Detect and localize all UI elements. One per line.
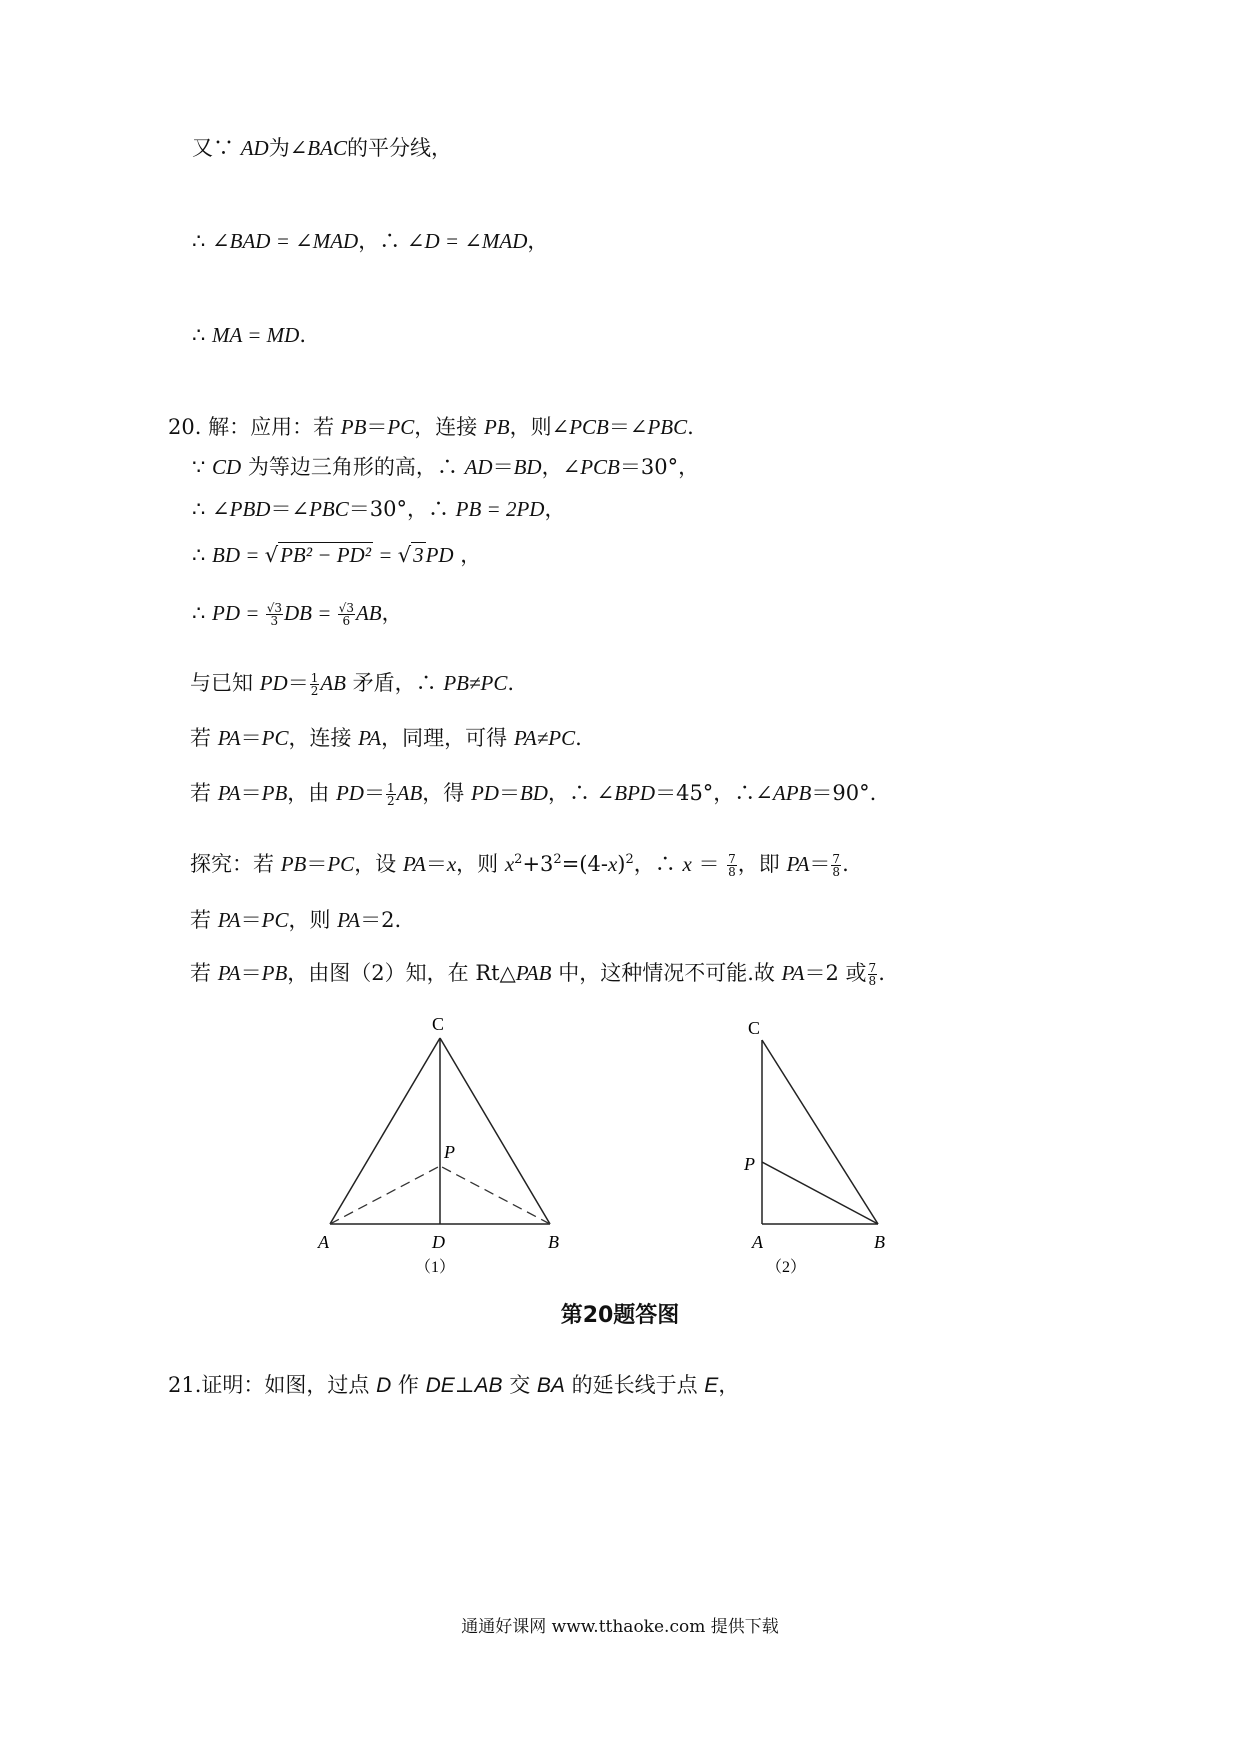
text: 的延长线于点 — [564, 1373, 705, 1397]
radicand: 3 — [413, 543, 424, 567]
math: = — [373, 543, 398, 567]
figure-2 — [730, 1010, 910, 1275]
math: AB — [474, 1374, 503, 1397]
math: x — [682, 852, 692, 876]
math: AB — [320, 671, 346, 695]
figure-label: （2） — [766, 1259, 807, 1275]
math: x — [607, 852, 618, 876]
point-label-A: A — [752, 1232, 763, 1252]
math: PA — [217, 908, 241, 932]
text: ) — [617, 852, 626, 876]
math: ∠BAC — [289, 136, 347, 160]
text: ＝ — [691, 852, 727, 876]
math: PD — [259, 671, 288, 695]
text: ＝ — [240, 908, 262, 932]
text: . — [842, 852, 849, 876]
sqrt-symbol: √PB² − PD² — [264, 543, 372, 567]
math: ∠BAD = ∠MAD — [212, 229, 359, 253]
math: MA = MD — [212, 323, 300, 347]
text: ∴ — [192, 229, 213, 253]
text: 探究：若 — [190, 852, 281, 876]
segment-BC — [440, 1038, 550, 1224]
math: PB — [261, 961, 288, 985]
math: BD = — [212, 543, 265, 567]
text: ∴ — [192, 601, 213, 625]
text: ，连接 — [414, 415, 484, 439]
math: x — [446, 852, 457, 876]
text: ＝ — [306, 852, 328, 876]
math: x — [504, 852, 515, 876]
radicand: PB² − PD² — [280, 543, 372, 567]
segment-BC — [762, 1040, 878, 1224]
segment-PB — [762, 1162, 878, 1224]
text: . — [687, 415, 694, 439]
math: PD — [470, 781, 499, 805]
text: =(4- — [561, 852, 608, 876]
math: DB = — [284, 601, 337, 625]
numerator: 1 — [386, 781, 395, 795]
text: ，同理，可得 — [381, 726, 514, 750]
text: 与已知 — [190, 671, 260, 695]
text: ∴ — [192, 543, 213, 567]
math: PD — [425, 543, 454, 567]
text: ＝ — [287, 671, 309, 695]
text: 若 — [190, 908, 218, 932]
math: PA≠PC — [513, 726, 576, 750]
text: ，连接 — [288, 726, 359, 750]
numerator: 7 — [868, 961, 877, 975]
text: ＝ — [492, 455, 514, 479]
numerator: 1 — [310, 671, 319, 685]
math: PB — [261, 781, 288, 805]
math: PB — [340, 415, 367, 439]
text: 作 — [391, 1373, 426, 1397]
text: ＝ — [498, 781, 520, 805]
text: ⊥ — [454, 1373, 475, 1397]
math: PB — [280, 852, 307, 876]
text: ， — [381, 601, 403, 625]
math: AB — [355, 601, 382, 625]
superscript: 2 — [625, 852, 634, 867]
text: ， — [527, 229, 549, 253]
line-4 — [168, 412, 694, 442]
figure-1 — [310, 1010, 610, 1275]
text: ＝ — [240, 781, 262, 805]
text: 若 — [190, 726, 218, 750]
math: PC — [387, 415, 415, 439]
text: ＝ — [240, 961, 262, 985]
text: ，∴ ∠ — [547, 781, 615, 805]
math: PA — [358, 726, 382, 750]
point-label-C: C — [432, 1014, 445, 1034]
math: BPD — [614, 781, 656, 805]
denominator: 8 — [728, 865, 736, 879]
text: ＝ — [809, 852, 831, 876]
text: 中，这种情况不可能.故 — [551, 961, 782, 985]
math: BA — [536, 1374, 565, 1397]
text: ＝∠ — [270, 497, 310, 521]
text: ，∴ — [358, 229, 407, 253]
math: PBC — [309, 497, 349, 521]
text: ，则 — [288, 908, 338, 932]
numerator: √3 — [266, 601, 282, 615]
line-5 — [192, 452, 699, 482]
math: PA — [781, 961, 805, 985]
math: PA — [217, 781, 241, 805]
text: 的平分线， — [346, 136, 452, 160]
text: ＝ — [366, 415, 388, 439]
text: +3 — [522, 852, 554, 876]
math: AD — [464, 455, 493, 479]
math: CD — [212, 455, 242, 479]
text: ＝ — [363, 781, 385, 805]
line-14 — [190, 958, 885, 988]
math: BD — [513, 455, 542, 479]
line-7 — [192, 540, 481, 570]
text: ，由 — [287, 781, 336, 805]
point-label-P: P — [444, 1142, 455, 1162]
text: 矛盾，∴ — [345, 671, 444, 695]
math: PA — [337, 908, 361, 932]
math: AD — [240, 136, 269, 160]
line-6 — [192, 494, 565, 524]
text: ＝90°. — [811, 781, 877, 805]
math: PD = — [212, 601, 265, 625]
text: ＝30°， — [619, 455, 700, 479]
text: 交 — [502, 1373, 537, 1397]
line-13 — [190, 905, 401, 935]
text: ＝45°，∴∠ — [655, 781, 773, 805]
text: ∴ ∠ — [192, 497, 230, 521]
fraction — [831, 853, 841, 878]
text: 21.证明：如图，过点 — [168, 1373, 377, 1397]
line-1 — [192, 133, 452, 163]
fraction — [868, 962, 878, 987]
text: ＝2 或 — [804, 961, 867, 985]
text: 为 — [268, 136, 290, 160]
text: . — [575, 726, 582, 750]
text: ，则∠ — [509, 415, 570, 439]
text: ＝ — [425, 852, 447, 876]
line-8 — [192, 598, 403, 628]
point-label-C: C — [748, 1018, 761, 1038]
text: ，得 — [422, 781, 471, 805]
math: PB — [483, 415, 510, 439]
point-label-D: D — [432, 1232, 445, 1252]
fraction — [386, 782, 396, 807]
denominator: 8 — [832, 865, 841, 879]
text: . — [507, 671, 515, 695]
math: DE — [425, 1374, 455, 1397]
math: PB≠PC — [443, 671, 508, 695]
denominator: 3 — [270, 614, 279, 628]
text: 又∵ — [192, 136, 241, 160]
denominator: 8 — [868, 974, 877, 988]
math: PA — [402, 852, 426, 876]
point-label-B: B — [548, 1232, 559, 1252]
math: E — [704, 1374, 719, 1397]
math: BD — [519, 781, 548, 805]
superscript: 2 — [553, 852, 562, 867]
denominator: 2 — [310, 684, 319, 698]
text: ，由图（2）知，在 Rt△ — [287, 961, 516, 985]
text: . — [299, 323, 307, 347]
math: PBC — [647, 415, 688, 439]
text: ＝30°，∴ — [348, 497, 456, 521]
point-label-A: A — [318, 1232, 329, 1252]
math: D — [376, 1374, 392, 1397]
math: PC — [327, 852, 355, 876]
line-10 — [190, 723, 582, 753]
text: ，∠ — [541, 455, 581, 479]
line-3 — [192, 320, 306, 350]
text: ， — [544, 497, 566, 521]
denominator: 2 — [386, 794, 395, 808]
math: PA — [786, 852, 810, 876]
segment-AC — [330, 1038, 440, 1224]
math: PC — [261, 726, 289, 750]
text: . — [878, 961, 885, 985]
sqrt-symbol: √3 — [397, 543, 424, 567]
text: ∴ — [192, 323, 213, 347]
fraction — [266, 602, 283, 627]
text: ，∴ — [633, 852, 683, 876]
text: ，即 — [737, 852, 787, 876]
text: 若 — [190, 781, 218, 805]
math: PA — [217, 961, 241, 985]
point-label-B: B — [874, 1232, 885, 1252]
figure-caption: 第20题答图 — [560, 1303, 680, 1328]
numerator: 7 — [832, 852, 841, 866]
math: AB — [396, 781, 423, 805]
math: PA — [217, 726, 241, 750]
numerator: √3 — [338, 601, 354, 615]
text: ＝2. — [360, 908, 402, 932]
text: ， — [453, 543, 482, 567]
text: 若 — [190, 961, 218, 985]
text: ，则 — [456, 852, 505, 876]
figure-label: （1） — [415, 1259, 456, 1275]
superscript: 2 — [514, 852, 523, 867]
math: PCB — [580, 455, 620, 479]
math: PBD — [229, 497, 271, 521]
denominator: 6 — [342, 614, 351, 628]
math: PD — [335, 781, 364, 805]
math: ∠D = ∠MAD — [406, 229, 528, 253]
math: PC — [261, 908, 289, 932]
fraction — [727, 853, 737, 878]
text: ＝∠ — [608, 415, 648, 439]
text: 为等边三角形的高，∴ — [241, 455, 465, 479]
page-footer: 通通好课网 www.tthaoke.com 提供下载 — [461, 1617, 779, 1637]
text: ∵ — [192, 455, 213, 479]
point-label-P: P — [744, 1154, 755, 1174]
math: PAB — [515, 961, 552, 985]
line-2 — [192, 226, 548, 256]
line-12 — [190, 849, 849, 879]
text: 20. 解：应用：若 — [168, 415, 341, 439]
text: ，设 — [354, 852, 403, 876]
fraction — [338, 602, 355, 627]
numerator: 7 — [728, 852, 736, 866]
line-9 — [190, 668, 514, 698]
math: PCB — [569, 415, 609, 439]
text: ＝ — [240, 726, 262, 750]
math: APB — [772, 781, 812, 805]
line-15 — [168, 1370, 739, 1401]
line-11 — [190, 778, 876, 808]
text: ， — [718, 1373, 740, 1397]
fraction — [310, 672, 320, 697]
math: PB = 2PD — [455, 497, 545, 521]
